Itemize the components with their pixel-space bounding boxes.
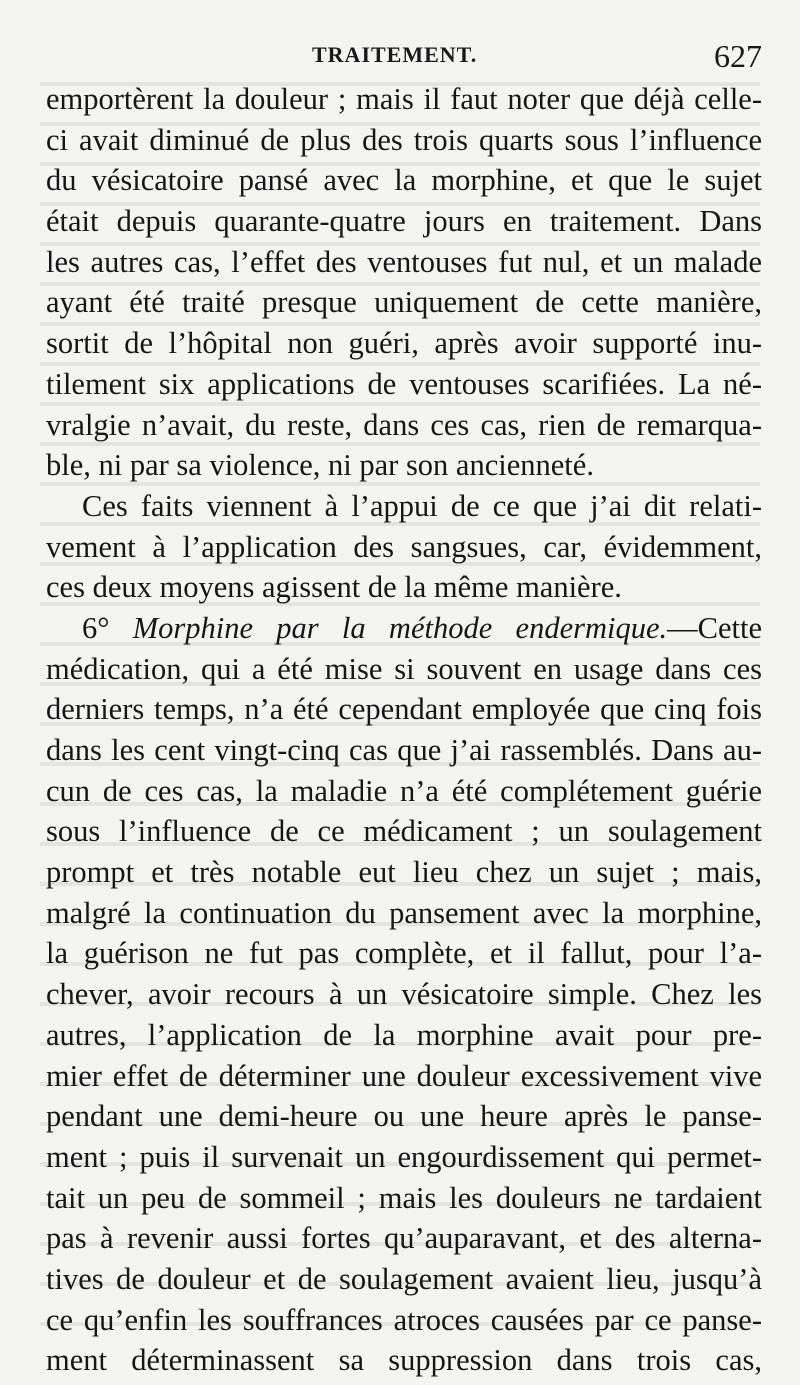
text-line: tait un peu de sommeil ; mais les douleurs ne tardaient (46, 1180, 762, 1215)
text-line: chever, avoir recours à un vésicatoire simple. Chez les (46, 977, 762, 1012)
text-line: pas à revenir aussi fortes qu’auparavant, et des alterna- (46, 1221, 762, 1256)
text-line: dans les cent vingt-cinq cas que j’ai rassemblés. Dans au- (46, 733, 762, 767)
section-title: Morphine par la méthode endermique. (132, 610, 668, 645)
text-line: malgré la continuation du pansement avec la morphine, (46, 895, 762, 930)
text-line: autres, l’application de la morphine avait pour pre- (46, 1017, 762, 1052)
text-line: ces deux moyens agissent de la même manière. (46, 570, 622, 605)
text-line: du vésicatoire pansé avec la morphine, et que le sujet (46, 163, 762, 198)
paragraph-3 (46, 608, 762, 1381)
text-line: derniers temps, n’a été cependant employée que cinq fois (46, 692, 762, 727)
text-line: tives de douleur et de soulagement avaient lieu, jusqu’à (46, 1261, 762, 1296)
text-line: était depuis quarante-quatre jours en traitement. Dans (46, 204, 762, 239)
section-heading-line (46, 608, 762, 649)
text-line: ci avait diminué de plus des trois quarts sous l’influence (46, 122, 762, 157)
text-line: les autres cas, l’effet des ventouses fut nul, et un malade (46, 244, 762, 279)
text-line: emportèrent la douleur ; mais il faut noter que déjà celle- (46, 82, 762, 116)
text-line: mier effet de déterminer une douleur excessivement vive (46, 1058, 762, 1093)
text-line: Ces faits viennent à l’appui de ce que j’ai dit relati- (82, 488, 762, 523)
text-line: pendant une demi-heure ou une heure après le panse- (46, 1099, 762, 1134)
text-line: ment déterminassent sa suppression dans trois cas, (46, 1343, 762, 1378)
text-line: sortit de l’hôpital non guéri, après avoir supporté inu- (46, 326, 762, 361)
paragraph-2 (46, 486, 762, 608)
text-line: ble, ni par sa violence, ni par son ancienneté. (46, 448, 594, 483)
text-line: ce qu’enfin les souffrances atroces causées par ce panse- (46, 1302, 762, 1337)
text-line: la guérison ne fut pas complète, et il fallut, pour l’a- (46, 936, 762, 971)
section-heading-rest: —Cette (667, 610, 762, 645)
running-title: TRAITEMENT. (312, 42, 478, 67)
text-line: médication, qui a été mise si souvent en usage dans ces (46, 651, 762, 686)
section-number: 6° (82, 610, 110, 645)
text-line: sous l’influence de ce médicament ; un soulagement (46, 814, 762, 849)
text-line: vralgie n’avait, du reste, dans ces cas, rien de remarqua- (46, 407, 762, 442)
page-header (46, 38, 762, 78)
text-line: prompt et très notable eut lieu chez un sujet ; mais, (46, 855, 762, 890)
paragraph-1 (46, 79, 762, 486)
text-line: cun de ces cas, la maladie n’a été complétement guérie (46, 773, 762, 808)
text-line: vement à l’application des sangsues, car, évidemment, (46, 529, 762, 564)
page-number: 627 (714, 38, 762, 74)
text-line: tilement six applications de ventouses scarifiées. La né- (46, 366, 762, 401)
body-text (46, 79, 762, 1381)
text-line: ment ; puis il survenait un engourdissement qui permet- (46, 1139, 762, 1174)
text-line: ayant été traité presque uniquement de cette manière, (46, 285, 762, 320)
